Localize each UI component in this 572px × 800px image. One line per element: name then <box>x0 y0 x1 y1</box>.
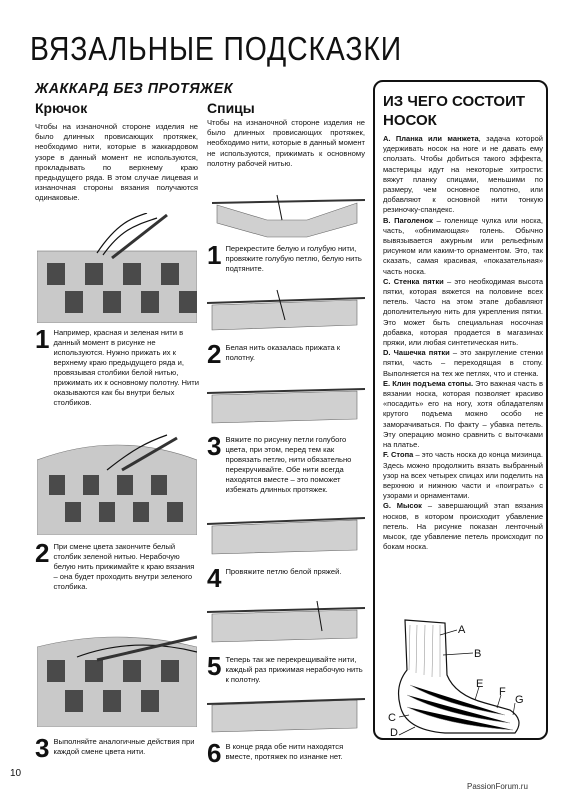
needles-step-5: 5 Теперь так же перекрещивайте нити, каждый раз прижимая нерабочую нить к полотну. <box>207 651 363 684</box>
hook-illustration-3 <box>37 622 197 727</box>
hook-step-2: 2 При смене цвета закончите белый столбик зеленой нитью. Нерабочую белую нить прижимайте к краю вязания – она будет проходить внутри зеленого столбика. <box>35 538 195 591</box>
section-title: ЖАККАРД БЕЗ ПРОТЯЖЕК <box>35 80 233 97</box>
sidebar-item: G. Мысок – завершающий этап вязания носков, в котором происходит убавление петель. На рисунке показан ленточный мысок, где убавление петель происходит по бокам носка. <box>383 501 543 552</box>
page-number: 10 <box>10 768 22 779</box>
needles-step-3: 3 Вяжите по рисунку петли голубого цвета, при этом, перед тем как провязать петлю, нити обязательно перекручивайте. Обе нити всегда находятся вместе – это поможет избежать длинных протяжек. <box>207 431 352 494</box>
needles-heading: Спицы <box>207 100 255 116</box>
sock-label-c: C <box>388 712 396 724</box>
hook-intro: Чтобы на изнаночной стороне изделия не было длинных провисающих протяжек, необходимо нити, которые в жаккардовом узоре в данный момент не используются, прокладывать по верхнему краю предыдущего ряда. В этом случае лицевая и изнаночная стороны вязания получаются одинаковые. <box>35 122 198 203</box>
sock-label-e: E <box>476 678 484 690</box>
needles-illustration-4 <box>207 508 365 563</box>
page-title: ВЯЗАЛЬНЫЕ ПОДСКАЗКИ <box>30 30 402 67</box>
sock-label-d: D <box>390 727 398 737</box>
hook-step-3: 3 Выполняйте аналогичные действия при каждой смене цвета нити. <box>35 733 195 763</box>
sidebar-title: ИЗ ЧЕГО СОСТОИТ НОСОК <box>383 93 526 129</box>
sidebar-item: С. Стенка пятки – это необходимая высота пятки, которая вяжется на половине всех петель. Часто на этом этапе добавляют дополнительную нить для укрепления пятки. Это может быть специальная носочная добавка, которая продается в магазинах пряжи, или любая синтетическая нить. <box>383 276 543 348</box>
sidebar-item: F. Стопа – это часть носка до конца мизинца. Здесь можно продолжить вязать выбранный узор на всех четырех спицах или поделить на верхнюю и нижнюю части и «поиграть» с узорами и орнаментами. <box>383 450 543 501</box>
needles-step-4: 4 Провяжите петлю белой пряжей. <box>207 563 342 593</box>
hook-heading: Крючок <box>35 100 88 116</box>
needles-illustration-6 <box>207 690 365 740</box>
sock-label-b: B <box>474 648 482 660</box>
needles-illustration-3 <box>207 377 365 432</box>
sock-label-f: F <box>499 686 506 698</box>
needles-intro: Чтобы на изнаночной стороне изделия не было длинных провисающих протяжек, необходимо нити, которые в данный момент не используются, прижимать к основному полотну рабочей нитью. <box>207 118 365 168</box>
sock-label-g: G <box>515 694 524 706</box>
sock-diagram <box>385 615 535 737</box>
sidebar-item: D. Чашечка пятки – это закругление стенки пятки, часть – переходящая в стопу. Выполняется на тех же петлях, что и стенка. <box>383 348 543 378</box>
needles-illustration-5 <box>207 596 365 651</box>
sock-label-a: A <box>458 624 466 636</box>
footer-watermark: PassionForum.ru <box>467 782 528 791</box>
sidebar-item: А. Планка или манжета, задача которой удерживать носок на ноге и не давать ему сползать. Чтобы добиться такого эффекта, мастерицы идут на некоторые хитрости: вяжут планку спицами, меньшими по размеру, чем основное полотно, или добавляют к основной нити тонкую резиночку-спандекс. <box>383 134 543 215</box>
sidebar-item: Е. Клин подъема стопы. Это важная часть в вязании носка, которая позволяет красиво «посадить» его на ногу, хотя обладателям крутого подъема можно особо не заморачиваться. По факту – убавка петель. Эту операцию можно сравнить с выточками на платье. <box>383 378 543 450</box>
needles-illustration-2 <box>207 285 365 340</box>
needles-step-1: 1 Перекрестите белую и голубую нити, провяжите голубую петлю, белую нить подтяните. <box>207 240 362 273</box>
sidebar-item: В. Паголенок – голенище чулка или носка, часть, «обнимающая» голень. Обычно вывязывается ажурным или рельефным рисунком или каким-то орнаментом. Это, так сказать, самая красивая, «показательная» часть носка. <box>383 215 543 276</box>
hook-illustration-2 <box>37 430 197 535</box>
hook-illustration-1 <box>37 213 197 323</box>
sidebar-text <box>383 134 543 552</box>
needles-step-6: 6 В конце ряда обе нити находятся вместе, протяжек по изнанке нет. <box>207 738 344 768</box>
needles-illustration-1 <box>207 185 365 240</box>
needles-step-2: 2 Белая нить оказалась прижата к полотну. <box>207 339 341 369</box>
hook-step-1: 1 Например, красная и зеленая нити в данный момент в рисунке не используются. Нужно прижать их к верхнему краю предыдущего ряда и, провязывая столбики белой нитью, прижимать их к основному полотну. Нити оказываются как бы внутри белых столбиков. <box>35 324 199 407</box>
